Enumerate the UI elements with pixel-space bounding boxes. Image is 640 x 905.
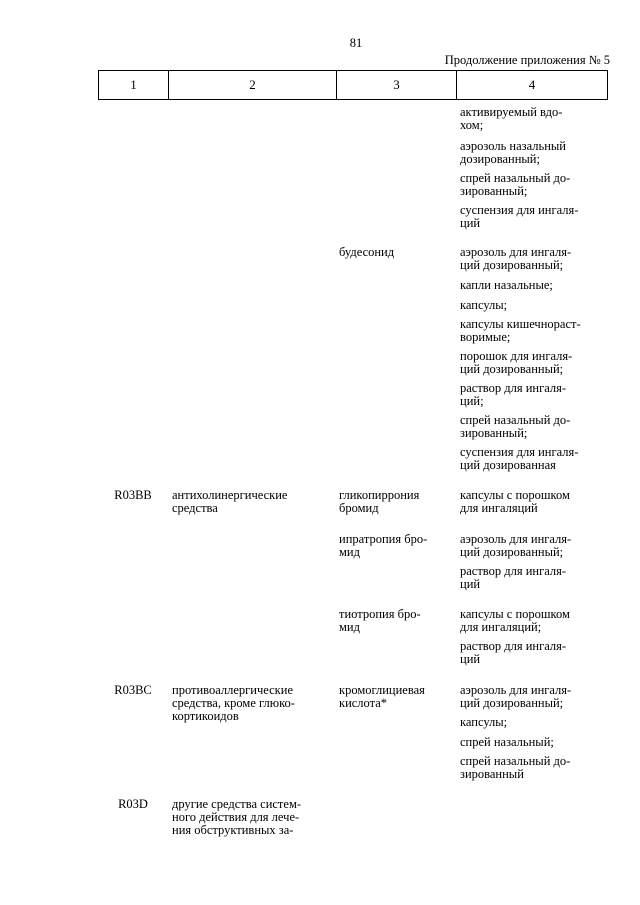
dosage-form: аэрозоль для ингаля- ций дозированный; — [460, 532, 572, 559]
drug-name: кромоглициевая кислота* — [339, 683, 425, 710]
page-number: 81 — [349, 36, 363, 50]
appendix-continuation-note: Продолжение приложения № 5 — [444, 53, 610, 67]
group-name: другие средства систем- ного действия для лече- ния обструктивных за- — [172, 797, 302, 837]
atc-code: R03BC — [114, 683, 152, 697]
dosage-form: спрей назальный до- зированный; — [460, 171, 571, 198]
dosage-form: суспензия для ингаля- ций — [460, 203, 579, 230]
dosage-form: спрей назальный; — [460, 735, 554, 749]
dosage-form: раствор для ингаля- ций — [460, 564, 567, 591]
drug-name: тиотропия бро- мид — [339, 607, 421, 634]
group-name: антихолинергические средства — [172, 488, 288, 515]
dosage-form: спрей назальный до- зированный — [460, 754, 571, 781]
column-header-2: 2 — [169, 71, 337, 99]
dosage-form: порошок для ингаля- ций дозированный; — [460, 349, 573, 376]
dosage-form: аэрозоль для ингаля- ций дозированный; — [460, 245, 572, 272]
dosage-form: капсулы кишечнораст- воримые; — [460, 317, 581, 344]
dosage-form: капсулы с порошком для ингаляций; — [460, 607, 570, 634]
group-name: противоаллергические средства, кроме глюко- кортикоидов — [172, 683, 295, 723]
dosage-form: аэрозоль для ингаля- ций дозированный; — [460, 683, 572, 710]
atc-code: R03D — [118, 797, 148, 811]
dosage-form: капсулы с порошком для ингаляций — [460, 488, 570, 515]
dosage-form: капсулы; — [460, 298, 508, 312]
drug-name: будесонид — [339, 245, 395, 259]
table-header-row — [98, 70, 608, 100]
dosage-form-list — [460, 106, 610, 132]
column-header-4: 4 — [528, 77, 536, 92]
dosage-form: активируемый вдо- хом; — [460, 105, 563, 132]
atc-code: R03BB — [114, 488, 152, 502]
dosage-form: капсулы; — [460, 715, 508, 729]
drug-name: ипратропия бро- мид — [339, 532, 428, 559]
dosage-form: спрей назальный до- зированный; — [460, 413, 571, 440]
dosage-form: раствор для ингаля- ций — [460, 639, 567, 666]
drug-name: гликопиррония бромид — [339, 488, 420, 515]
dosage-form: аэрозоль назальный дозированный; — [460, 139, 566, 166]
column-header-1: 1 — [99, 71, 169, 99]
column-header-3: 3 — [337, 71, 457, 99]
dosage-form: суспензия для ингаля- ций дозированная — [460, 445, 579, 472]
dosage-form: капли назальные; — [460, 278, 553, 292]
dosage-form: раствор для ингаля- ций; — [460, 381, 567, 408]
